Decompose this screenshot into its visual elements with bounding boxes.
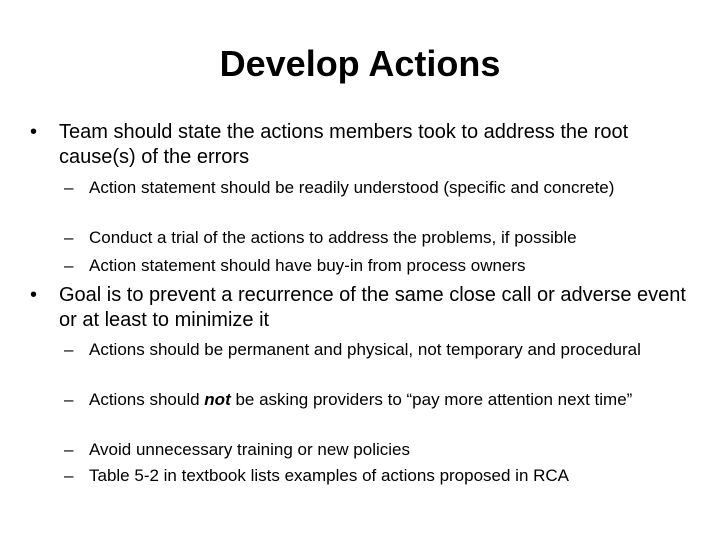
- bullet-1-sub-2: [64, 227, 694, 249]
- bullet-2-sub-2: [64, 389, 694, 411]
- bullet-1-sub-3-dash: –: [64, 256, 74, 275]
- bullet-2-sub-2-after: be asking providers to “pay more attention next time”: [230, 390, 633, 409]
- bullet-2-sub-4: [64, 465, 694, 487]
- bullet-2-sub-3-dash: –: [64, 440, 74, 459]
- slide-title: Develop Actions: [219, 43, 501, 84]
- bullet-1-sub-1: [64, 177, 694, 199]
- bullet-2-sub-3-text: Avoid unnecessary training or new policies: [89, 440, 410, 459]
- bullet-2-text: Goal is to prevent a recurrence of the same close call or adverse event or at least to minimize it: [59, 284, 686, 331]
- bullet-1-marker: •: [30, 121, 38, 143]
- bullet-2-sub-1-text: Actions should be permanent and physical, not temporary and procedural: [89, 340, 641, 359]
- bullet-1-sub-3: [64, 255, 694, 277]
- bullet-2-sub-2-text: [64, 389, 694, 411]
- bullet-1-sub-1-text: Action statement should be readily understood (specific and concrete): [89, 178, 615, 197]
- bullet-2-sub-2-emphasis: not: [204, 390, 231, 409]
- bullet-1-text: Team should state the actions members took to address the root cause(s) of the errors: [59, 121, 629, 168]
- bullet-2-sub-4-dash: –: [64, 466, 74, 485]
- bullet-2-sub-3: [64, 439, 694, 461]
- bullet-2-sub-1-dash: –: [64, 340, 74, 359]
- bullet-2-marker: •: [30, 284, 38, 306]
- bullet-1-sub-2-dash: –: [64, 228, 74, 247]
- bullet-1-sub-3-text: Action statement should have buy-in from process owners: [89, 256, 526, 275]
- bullet-1-sub-2-text: Conduct a trial of the actions to address the problems, if possible: [89, 228, 577, 247]
- bullet-2-sub-2-dash: –: [64, 390, 74, 409]
- bullet-2-sub-2-before: Actions should: [89, 390, 205, 409]
- bullet-2-sub-4-text: Table 5-2 in textbook lists examples of actions proposed in RCA: [89, 466, 570, 485]
- bullet-1-sub-1-dash: –: [64, 178, 74, 197]
- bullet-2-sub-1: [64, 339, 694, 361]
